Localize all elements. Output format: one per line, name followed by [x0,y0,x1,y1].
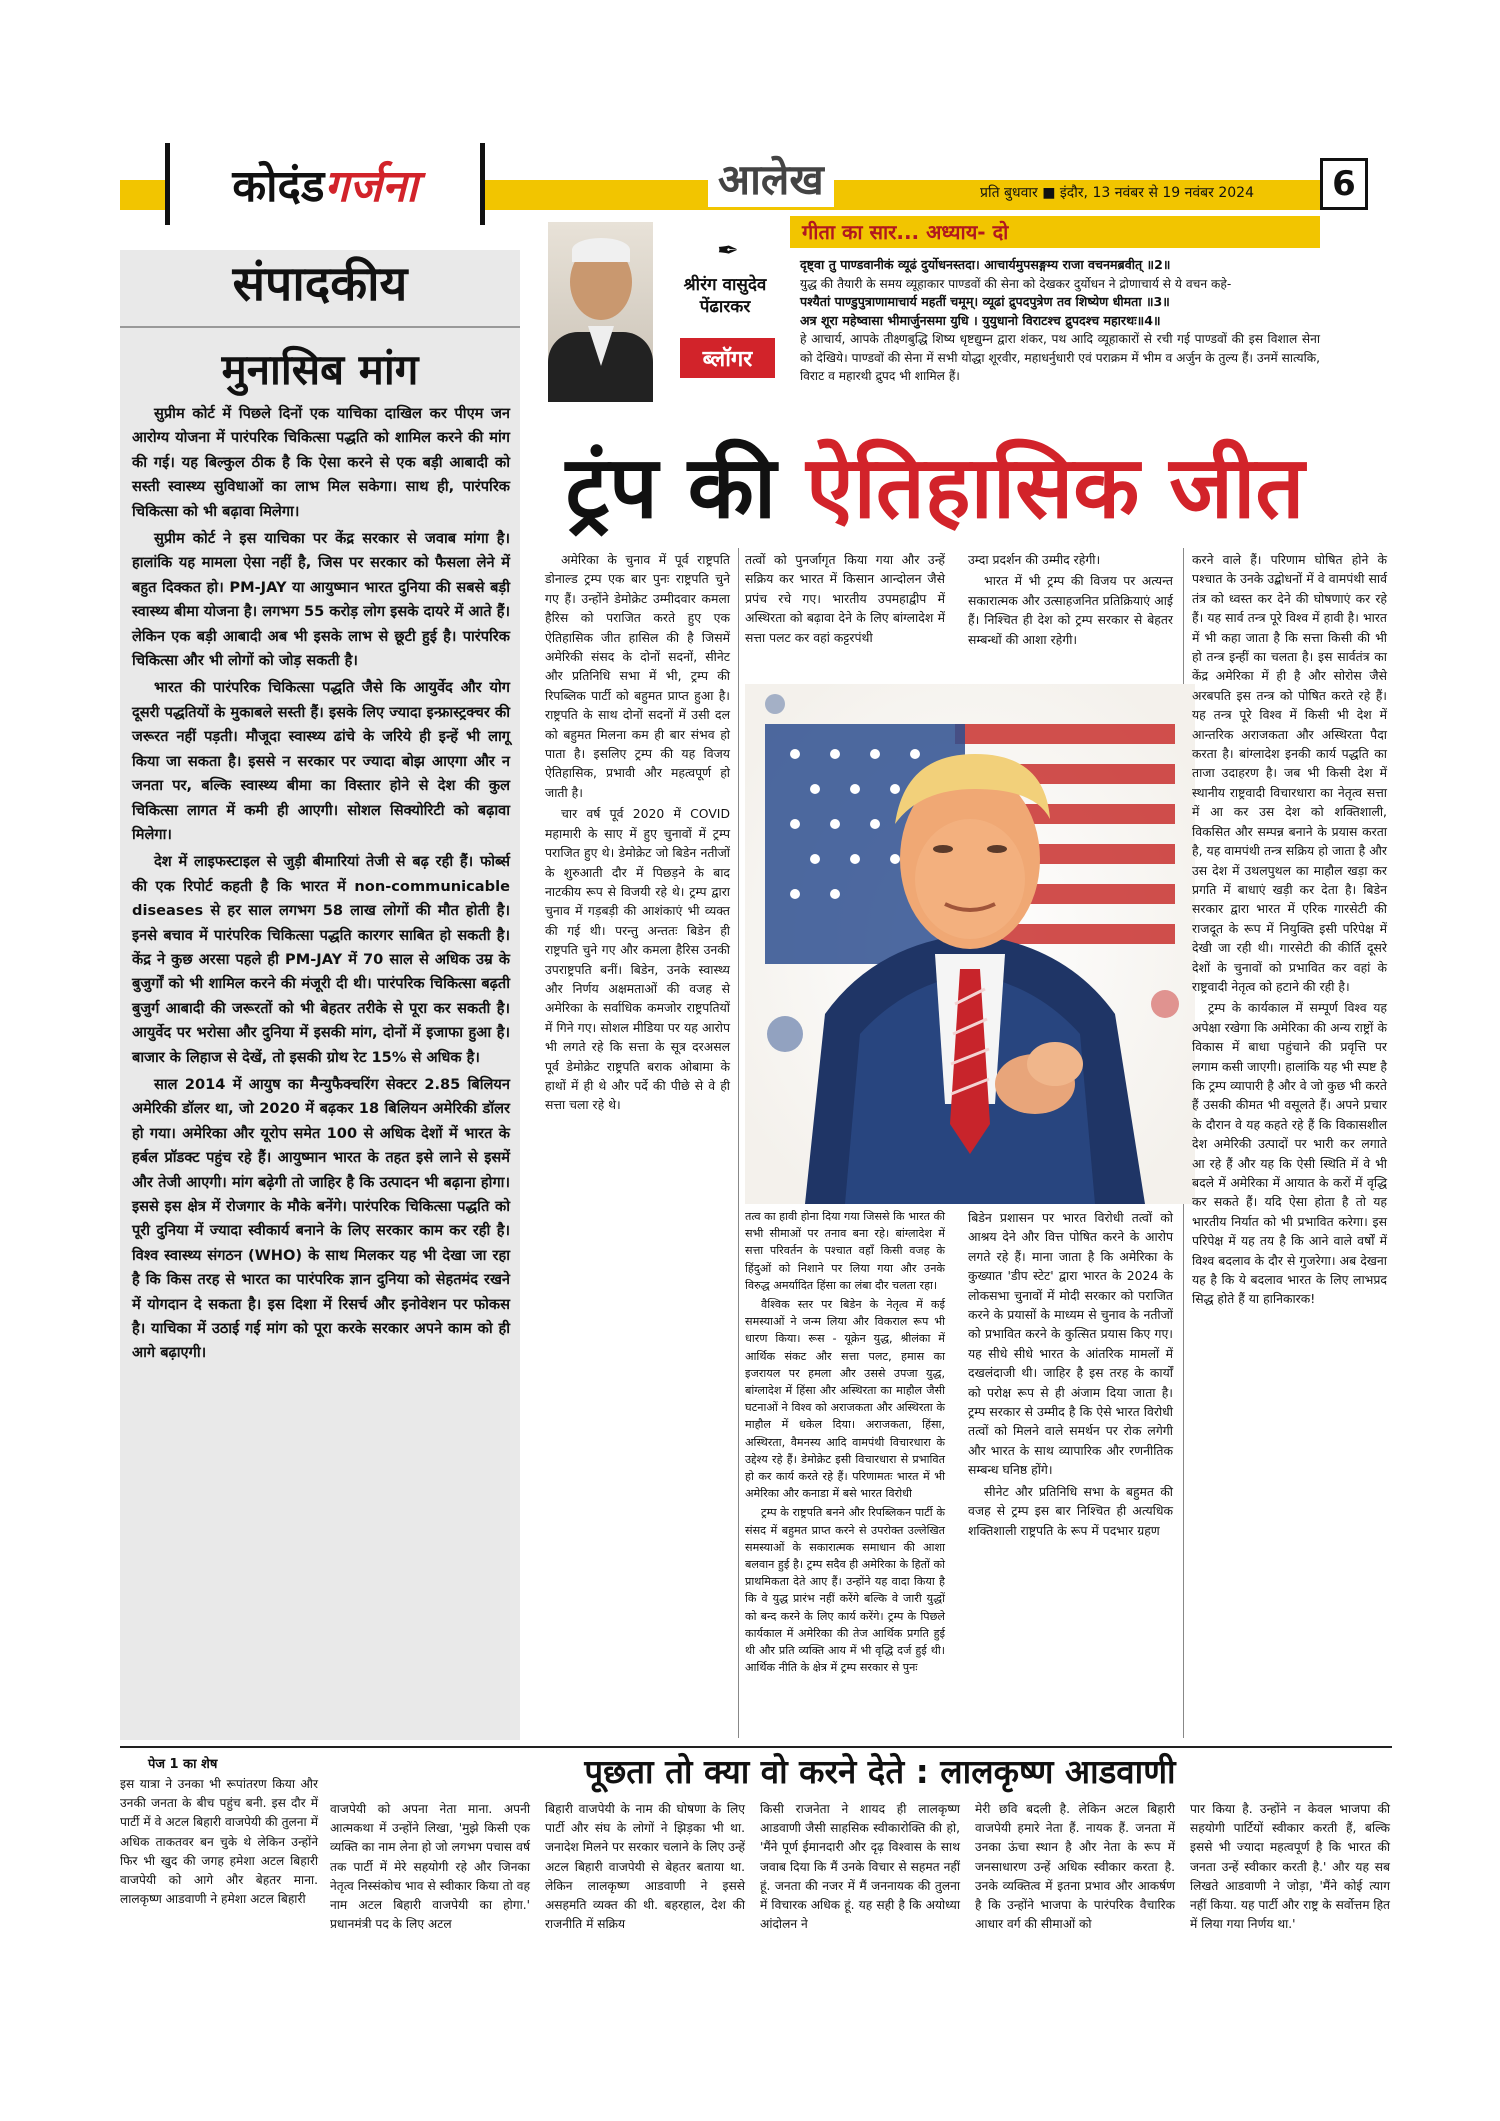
editorial-paragraph: सुप्रीम कोर्ट ने इस याचिका पर केंद्र सरकार से जवाब मांगा है। हालांकि यह मामला ऐसा नहीं है, जिस पर सरकार को फैसला लेने में बहुत दिक्कत हो। PM-JAY या आयुष्मान भारत दुनिया की सबसे बड़ी स्वास्थ्य बीमा योजना है। लगभग 55 करोड़ लोग इसके दायरे में आते हैं। लेकिन एक बड़ी आबादी अब भी इसके लाभ से छूटी हुई है। पारंपरिक चिकित्सा और भी लोगों को जोड़ सकती है। [132,530,510,670]
gita-verse: दृष्ट्वा तु पाण्डवानीकं व्यूढं दुर्योधनस्तदा। आचार्यमुपसङ्गम्य राजा वचनमब्रवीत् ॥2॥ [800,257,1171,272]
gita-title: गीता का सार... अध्याय- दो [790,216,1320,248]
author-name [665,274,785,318]
article-paragraph: ट्रम्प के राष्ट्रपति बनने और रिपब्लिकन पार्टी के संसद में बहुमत प्राप्त करने से उपरोक्त उल्लेखित समस्याओं के सकारात्मक समाधान की आशा बलवान हुई है। ट्रम्प सदैव ही अमेरिका के हितों को प्राथमिकता देते आए हैं। उन्होंने यह वादा किया है कि वे युद्ध प्रारंभ नहीं करेंगे बल्कि वे जारी युद्धों को बन्द करने के लिए कार्य करेंगे। ट्रम्प के पिछले कार्यकाल में अमेरिका की तेज आर्थिक प्रगति हुई थी और प्रति व्यक्ति आय में भी वृद्धि दर्ज हुई थी। आर्थिक नीति के क्षेत्र में ट्रम्प सरकार से पुनः [745,1506,945,1675]
article-paragraph: चार वर्ष पूर्व 2020 में COVID महामारी के साए में हुए चुनावों में ट्रम्प पराजित हुए थे। डेमोक्रेट जो बिडेन नतीजों के शुरुआती दौर में पिछड़ने के बाद नाटकीय रूप से विजयी रहे थे। ट्रम्प द्वारा चुनाव में गड़बड़ी की आशंकाएं भी व्यक्त की गई थी। परन्तु अन्ततः बिडेन ही राष्ट्रपति चुने गए और कमला हैरिस उनकी उपराष्ट्रपति बनीं। बिडेन, उनके स्वास्थ्य और निर्णय अक्षमताओं की वजह से अमेरिका के सर्वाधिक कमजोर राष्ट्रपतियों में गिने गए। सोशल मीडिया पर यह आरोप भी लगते रहे कि सत्ता के सूत्र दरअसल पूर्व डेमोक्रेट राष्ट्रपति बराक ओबामा के हाथों में ही थे और पर्दे की पीछे से वे ही सत्ता चला रहे थे। [545,806,730,1113]
editorial-body [132,402,510,1369]
author-name-line1: श्रीरंग वासुदेव [683,275,767,295]
main-headline [545,437,1325,538]
quill-icon: ✒ [717,236,739,266]
column-divider [738,548,739,1738]
bottom-column-2: वाजपेयी को अपना नेता माना. अपनी आत्मकथा में उन्होंने लिखा, 'मुझे किसी एक व्यक्ति का नाम लेना हो जो लगभग पचास वर्ष तक पार्टी में मेरे सहयोगी रहे और जिनका नेतृत्व निस्संकोच भाव से स्वीकार किया तो वह नाम अटल बिहारी वाजपेयी का होगा.' प्रधानमंत्री पद के लिए अटल [330,1802,530,1932]
logo-part1: कोदंड [232,161,325,212]
article-paragraph: सीनेट और प्रतिनिधि सभा के बहुमत की वजह से ट्रम्प इस बार निश्चित ही अत्यधिक शक्तिशाली राष्ट्रपति के रूप में पदभार ग्रहण [968,1483,1173,1538]
editorial-divider [120,326,520,328]
gita-text: युद्ध की तैयारी के समय व्यूहाकार पाण्डवों की सेना को देखकर दुर्योधन ने द्रोणाचार्य से ये वचन कहे- [800,276,1232,291]
bottom-column-5: मेरी छवि बदली है. लेकिन अटल बिहारी वाजपेयी हमारे नेता हैं. नायक हैं. जनता में उनका ऊंचा स्थान है और नेता के रूप में जनसाधारण उन्हें अधिक स्वीकार करता है. उनके व्यक्तित्व में इतना प्रभाव और आकर्षण है कि उन्होंने भाजपा के पारंपरिक वैचारिक आधार वर्ग की सीमाओं को [975,1802,1175,1932]
article-column-3-bottom [968,1208,1173,1542]
editorial-paragraph: देश में लाइफस्टाइल से जुड़ी बीमारियां तेजी से बढ़ रही हैं। फोर्ब्स की एक रिपोर्ट कहती है कि भारत में non-communicable diseases से हर साल लगभग 58 लाख लोगों की मौत होती है। इनसे बचाव में पारंपरिक चिकित्सा पद्धति कारगर साबित हो सकती है। केंद्र ने कुछ अरसा पहले ही PM-JAY में 70 साल से अधिक उम्र के बुजुर्गों को भी शामिल करने की मंजूरी दी थी। पारंपरिक चिकित्सा बढ़ती बुजुर्ग आबादी की जरूरतों को भी बेहतर तरीके से पूरा कर सकती है। आयुर्वेद पर भरोसा और दुनिया में इसकी मांग, दोनों में इजाफा हुआ है। बाजार के लिहाज से देखें, तो इसकी ग्रोथ रेट 15% से अधिक है। [132,853,510,1066]
continued-title: पेज 1 का शेष [148,1757,218,1772]
article-paragraph: वैश्विक स्तर पर बिडेन के नेतृत्व में कई समस्याओं ने जन्म लिया और विकराल रूप भी धारण किया। रूस - यूक्रेन युद्ध, श्रीलंका में आर्थिक संकट और सत्ता पलट, हमास का इजरायल पर हमला और उससे उपजा युद्ध, बांग्लादेश में हिंसा और अस्थिरता का माहौल जैसी घटनाओं ने विश्व को अराजकता और अस्थिरता के माहौल में धकेल दिया। अराजकता, हिंसा, अस्थिरता, वैमनस्य आदि वामपंथी विचारधारा के उद्देश्य रहे हैं। डेमोक्रेट इसी विचारधारा से प्रभावित हो कर कार्य करते रहे हैं। परिणामतः भारत में भी अमेरिका और कनाडा में बसे भारत विरोधी [745,1298,945,1501]
article-paragraph: बिडेन प्रशासन पर भारत विरोधी तत्वों को आश्रय देने और वित्त पोषित करने के आरोप लगते रहे हैं। माना जाता है कि अमेरिका के कुख्यात 'डीप स्टेट' द्वारा भारत के 2024 के लोकसभा चुनावों में मोदी सरकार को पराजित करने के प्रयासों के माध्यम से चुनाव के नतीजों को प्रभावित करने के कुत्सित प्रयास किए गए। यह सीधे सीधे भारत के आंतरिक मामलों में दखलंदाजी थी। जाहिर है इस तरह के कार्यों को परोक्ष रूप से ही अंजाम दिया जाता है। ट्रम्प सरकार से उम्मीद है कि ऐसे भारत विरोधी तत्वों को मिलने वाले समर्थन पर रोक लगेगी और भारत के साथ व्यापारिक और रणनीतिक सम्बन्ध घनिष्ठ होंगे। [968,1210,1173,1478]
article-column-2-top [745,550,945,649]
page-number: 6 [1320,158,1368,210]
bottom-column-1: इस यात्रा ने उनका भी रूपांतरण किया और उनकी जनता के बीच पहुंच बनी. इस दौर में पार्टी में वे अटल बिहारी वाजपेयी की तुलना में अधिक ताकतवर बन चुके थे लेकिन उन्होंने फिर भी खुद की जगह हमेशा अटल बिहारी वाजपेयी को आगे और बेहतर माना. लालकृष्ण आडवाणी ने हमेशा अटल बिहारी [120,1777,318,1907]
article-paragraph: उम्दा प्रदर्शन की उम्मीद रहेगी। [968,552,1101,567]
bottom-column-6: पार किया है. उन्होंने न केवल भाजपा की सहयोगी पार्टियों स्वीकार करती हैं, बल्कि इससे भी ज्यादा महत्वपूर्ण है कि भारत की जनता उन्हें स्वीकार करती है.' और यह सब लिखते आडवाणी ने जोड़ा, 'मैंने कोई त्याग नहीं किया. यह पार्टी और राष्ट्र के सर्वोत्तम हित में लिया गया निर्णय था.' [1190,1802,1390,1932]
article-column-5 [1192,550,1387,1311]
section-title: आलेख [708,150,834,207]
article-column-1 [545,550,730,1117]
masthead-info: प्रति बुधवार ■ इंदौर, 13 नवंबर से 19 नवंबर 2024 [980,185,1254,201]
article-paragraph: भारत में भी ट्रम्प की विजय पर अत्यन्त सकारात्मक और उत्साहजनित प्रतिक्रियाएं आई हैं। निश्चित ही देश को ट्रम्प सरकार से बेहतर सम्बन्धों की आशा रहेगी। [968,573,1173,647]
article-column-3-top [968,550,1173,651]
bottom-headline: पूछता तो क्या वो करने देते : लालकृष्ण आडवाणी [584,1752,1176,1791]
article-paragraph: ट्रम्प के कार्यकाल में सम्पूर्ण विश्व यह अपेक्षा रखेगा कि अमेरिका की अन्य राष्ट्रों के विकास में बाधा पहुंचाने की प्रवृत्ति पर लगाम कसी जाएगी। हालांकि यह भी स्पष्ट है कि ट्रम्प व्यापारी है और वे जो कुछ भी करते हैं उसकी कीमत भी वसूलते हैं। अपने प्रचार के दौरान वे यह कहते रहे हैं कि विकासशील देश अमेरिकी उत्पादों पर भारी कर लगाते आ रहे हैं और यह कि ऐसी स्थिति में वे भी बदले में अमेरिका में आयात के करों में वृद्धि कर सकते हैं। यदि ऐसा होता है तो यह भारतीय निर्यात को भी प्रभावित करेगा। इस परिपेक्ष में यह तय है कि आने वाले वर्षों में विश्व बदलाव के दौर से गुजरेगा। अब देखना यह है कि ये बदलाव भारत के लिए लाभप्रद सिद्ध होते हैं या हानिकारक! [1192,1000,1387,1307]
logo-part2: गर्जना [324,161,418,212]
headline-black: ट्रंप की [565,437,777,538]
gita-verse: अत्र शूरा महेष्वासा भीमार्जुनसमा युधि । युयुधानो विराटश्च द्रुपदश्च महारथः॥4॥ [800,312,1161,328]
editorial-paragraph: सुप्रीम कोर्ट में पिछले दिनों एक याचिका दाखिल कर पीएम जन आरोग्य योजना में पारंपरिक चिकित्सा पद्धति को शामिल करने की मांग की गई। यह बिल्कुल ठीक है कि ऐसा करने से एक बड़ी आबादी को सस्ती स्वास्थ्य सुविधाओं का लाभ मिल सकेगा। साथ ही, पारंपरिक चिकित्सा को भी बढ़ावा मिलेगा। [132,405,510,520]
headline-red: ऐतिहासिक जीत [806,437,1305,538]
editorial-heading: संपादकीय [232,256,408,312]
author-name-line2: पेंढारकर [699,297,751,317]
blogger-badge: ब्लॉगर [680,338,775,378]
bottom-column-4: किसी राजनेता ने शायद ही लालकृष्ण आडवाणी जैसी साहसिक स्वीकारोक्ति की हो, 'मैंने पूर्ण ईमानदारी और दृढ़ विश्वास के साथ जवाब दिया कि मैं उनके विचार से सहमत नहीं हूं. जनता की नजर में मैं जननायक की तुलना में विचारक अधिक हूं. यह सही है कि अयोध्या आंदोलन ने [760,1802,960,1932]
article-paragraph: तत्वों को पुनर्जागृत किया गया और उन्हें सक्रिय कर भारत में किसान आन्दोलन जैसे प्रपंच रचे गए। भारतीय उपमहाद्वीप में अस्थिरता को बढ़ावा देने के लिए बांग्लादेश में सत्ता पलट कर वहां कट्टरपंथी [745,552,945,645]
gita-body [800,256,1320,386]
bottom-column-3: बिहारी वाजपेयी के नाम की घोषणा के लिए पार्टी और संघ के लोगों ने झिड़का भी था. जनादेश मिलने पर सरकार चलाने के लिए उन्हें अटल बिहारी वाजपेयी से बेहतर बताया था. लेकिन लालकृष्ण आडवाणी ने इससे असहमति व्यक्त की थी. बहरहाल, देश की राजनीति में सक्रिय [545,1802,745,1932]
gita-verse: पश्यैतां पाण्डुपुत्राणामाचार्य महतीं चमूम्। व्यूढां द्रुपदपुत्रेण तव शिष्येण धीमता ॥3॥ [800,294,1170,309]
article-column-2-bottom [745,1208,945,1678]
article-paragraph: करने वाले हैं। परिणाम घोषित होने के पश्चात के उनके उद्बोधनों में वे वामपंथी सार्व तंत्र को ध्वस्त कर देने की घोषणाएं कर रहे हैं। यह सार्व तन्त्र पूरे विश्व में हावी है। भारत में भी कहा जाता है कि सत्ता किसी की भी हो तन्त्र इन्हीं का चलता है। इस सार्वतंत्र का केंद्र अमेरिका में ही है और सोरोस जैसे अरबपति इस तन्त्र को पोषित करते रहे हैं। यह तन्त्र पूरे विश्व में किसी भी देश में आन्तरिक अराजकता और अस्थिरता पैदा करता है। बांग्लादेश इनकी कार्य पद्धति का ताजा उदाहरण है। जब भी किसी देश में स्थानीय राष्ट्रवादी विचारधारा का नेतृत्व सत्ता में आ कर उस देश को शक्तिशाली, विकसित और सम्पन्न बनाने के प्रयास करता है, यह वामपंथी तन्त्र सक्रिय हो जाता है और उस देश में उथलपुथल का माहौल खड़ा कर प्रगति में बाधाएं खड़ी कर देता है। बिडेन सरकार द्वारा भारत में एरिक गारसेटी की राजदूत के रूप में नियुक्ति इसी परिपेक्ष में देखी जा रही थी। गारसेटी की कीर्ति दूसरे देशों के चुनावों को प्रभावित कर वहां के राष्ट्रवादी नेतृत्व को हटाने की रही है। [1192,552,1387,994]
editorial-title: मुनासिब मांग [221,345,419,394]
editorial-paragraph: भारत की पारंपरिक चिकित्सा पद्धति जैसे कि आयुर्वेद और योग दूसरी पद्धतियों के मुकाबले सस्ती हैं। इसके लिए ज्यादा इन्फ्रास्ट्रक्चर की जरूरत नहीं पड़ती। मौजूदा स्वास्थ्य ढांचे के जरिये ही इन्हें भी लागू किया जा सकता है। इससे न सरकार पर ज्यादा बोझ आएगा और न जनता पर, बल्कि स्वास्थ्य बीमा का विस्तार होने से देश की कुल चिकित्सा लागत में कमी ही आएगी। सोशल सिक्योरिटी को बढ़ावा मिलेगा। [132,679,510,843]
article-paragraph: तत्व का हावी होना दिया गया जिससे कि भारत की सभी सीमाओं पर तनाव बना रहे। बांग्लादेश में सत्ता परिवर्तन के पश्चात वहाँ किसी वजह के हिंदुओं को निशाने पर लिया गया और उनके विरुद्ध अमर्यादित हिंसा का लंबा दौर चलता रहा। [745,1210,945,1292]
author-photo [548,222,653,402]
editorial-paragraph: साल 2014 में आयुष का मैन्युफैक्चरिंग सेक्टर 2.85 बिलियन अमेरिकी डॉलर था, जो 2020 में बढ़कर 18 बिलियन अमेरिकी डॉलर हो गया। अमेरिका और यूरोप समेत 100 से अधिक देशों में भारत के हर्बल प्रॉडक्ट पहुंच रहे हैं। आयुष्मान भारत के तहत इसे लाने से इसमें और तेजी आएगी। मांग बढ़ेगी तो जाहिर है कि उत्पादन भी बढ़ाना होगा। इससे इस क्षेत्र में रोजगार के मौके बनेंगे। पारंपरिक चिकित्सा पद्धति को पूरी दुनिया में ज्यादा स्वीकार्य बनाने के लिए सरकार काम कर रही है। विश्व स्वास्थ्य संगठन (WHO) के साथ मिलकर यह भी देखा जा रहा है कि किस तरह से भारत का पारंपरिक ज्ञान दुनिया को सेहतमंद रखने में योगदान दे सकता है। इस दिशा में रिसर्च और इनोवेशन पर फोकस है। याचिका में उठाई गई मांग को पूरा करके सरकार अपने काम को ही आगे बढ़ाएगी। [132,1075,510,1362]
trump-portrait-image [745,684,1195,1204]
gita-text: हे आचार्य, आपके तीक्ष्णबुद्धि शिष्य धृष्टद्युम्न द्वारा शंकर, पथ आदि व्यूहाकारों से रची गई पाण्डवों की इस विशाल सेना को देखिये। पाण्डवों की सेना में सभी योद्धा शूरवीर, महाधर्नुधारी एवं पराक्रम में भीम व अर्जुन के तुल्य हैं। उनमें सात्यकि, विराट व महारथी द्रुपद भी शामिल हैं। [800,332,1320,383]
article-paragraph: अमेरिका के चुनाव में पूर्व राष्ट्रपति डोनाल्ड ट्रम्प एक बार पुनः राष्ट्रपति चुने गए हैं। उन्होंने डेमोक्रेट उम्मीदवार कमला हैरिस को पराजित करते हुए एक ऐतिहासिक जीत हासिल की है जिसमें अमेरिकी संसद के दोनों सदनों, सीनेट और प्रतिनिधि सभा में भी, ट्रम्प की रिपब्लिक पार्टी को बहुमत प्राप्त हुआ है। राष्ट्रपति के साथ दोनों सदनों में उसी दल को बहुमत मिलना कम ही बार संभव हो पाता है। इसलिए ट्रम्प की यह विजय ऐतिहासिक, प्रभावी और महत्वपूर्ण हो जाती है। [545,552,730,800]
newspaper-logo [165,143,485,225]
